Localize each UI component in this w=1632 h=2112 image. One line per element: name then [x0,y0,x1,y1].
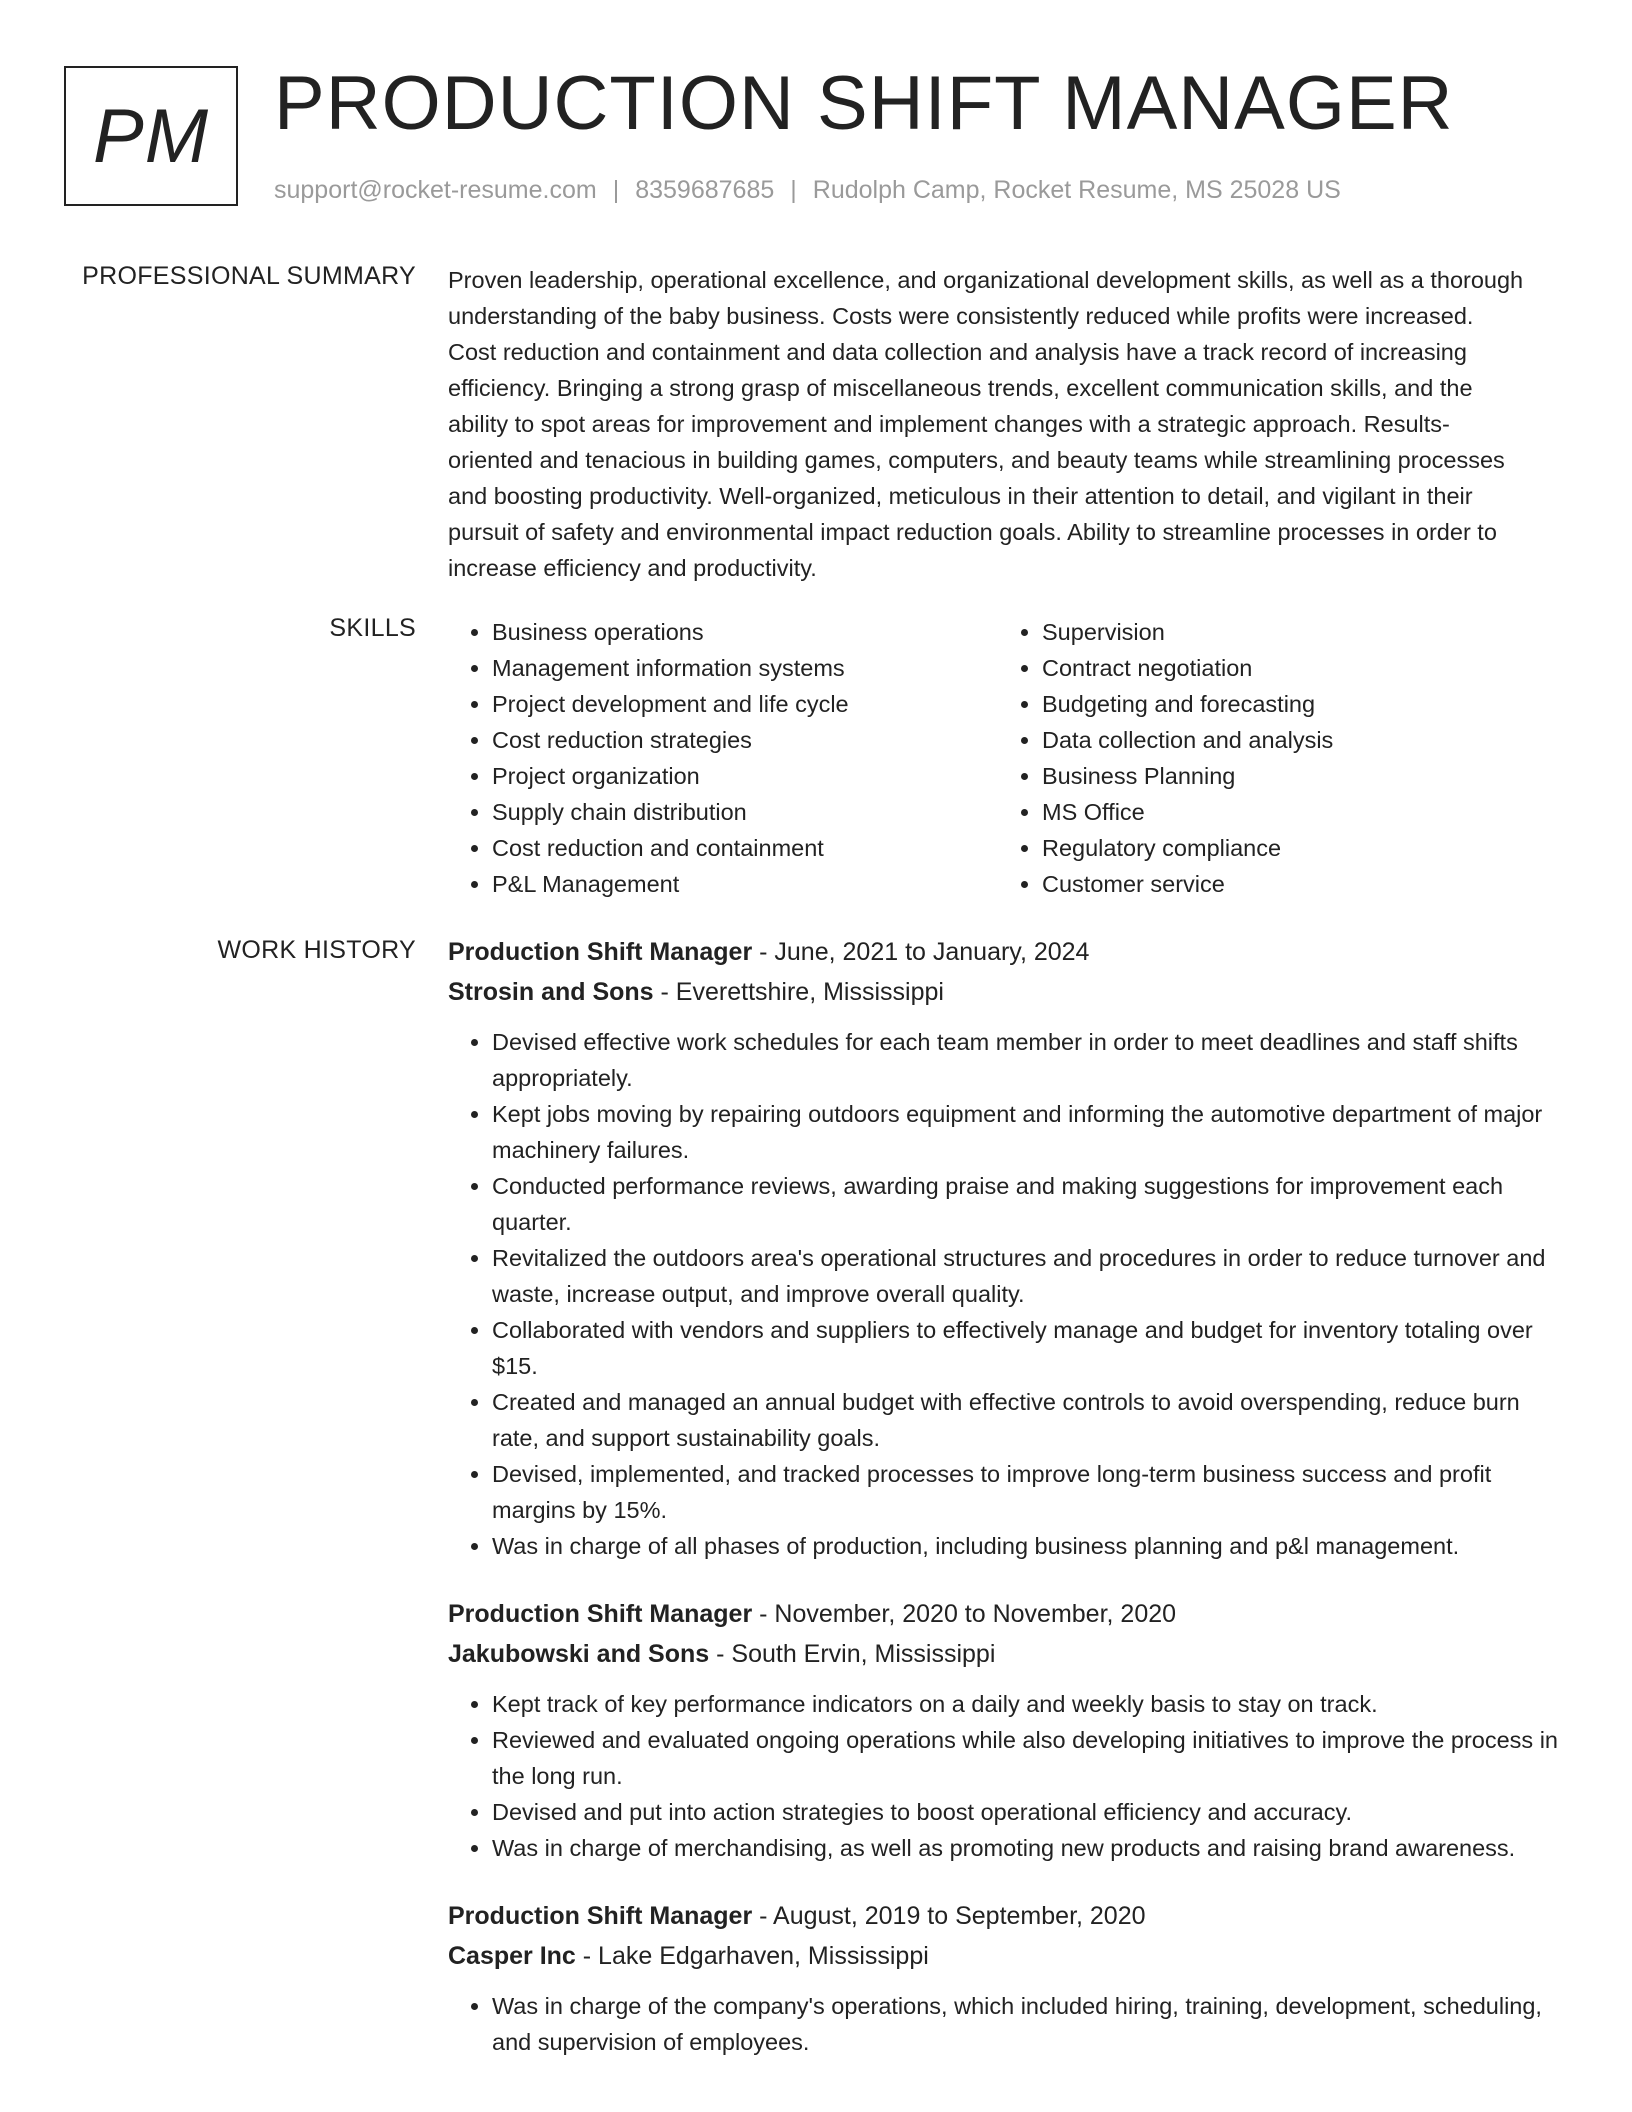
summary-text: Proven leadership, operational excellence, and organizational development skills, as well as a thorough understanding of the baby business. Costs were consistently reduced while profits were increased. Cost reduction and containment and data collection and analysis have a track record of increasing efficiency. Bringing a strong grasp of miscellaneous trends, excellent communication skills, and the ability to spot areas for improvement and implement changes with a strategic approach. Results-oriented and tenacious in building games, computers, and beauty teams while streamlining processes and boosting productivity. Well-organized, meticulous in their attention to detail, and vigilant in their pursuit of safety and environmental impact reduction goals. Ability to streamline processes in order to increase efficiency and productivity. [448,267,1524,581]
job-location: - Everettshire, Mississippi [653,978,944,1006]
skill-item: • Customer service [1042,866,1548,902]
job-dates: - August, 2019 to September, 2020 [752,1902,1146,1930]
job-location: - Lake Edgarhaven, Mississippi [575,1942,929,1970]
page-title: PRODUCTION SHIFT MANAGER [274,61,1454,146]
job-company: Jakubowski and Sons [448,1640,710,1668]
job-bullets [448,1024,1564,1564]
job-bullets [448,1686,1564,1866]
job-bullet: • Collaborated with vendors and suppliers to effectively manage and budget for inventory totaling over $15. [492,1312,1564,1384]
job-location: - South Ervin, Mississippi [709,1640,996,1668]
skill-item: • P&L Management [492,866,998,902]
job-company-line [448,972,1564,1012]
job-dates: - November, 2020 to November, 2020 [752,1600,1177,1628]
job-bullet: • Was in charge of the company's operations, which included hiring, training, development, scheduling, and supervision of employees. [492,1988,1564,2060]
job-title-line [448,1896,1564,1936]
work-history-body [448,932,1564,2090]
job-entry [448,932,1564,1564]
job-bullet: • Revitalized the outdoors area's operational structures and procedures in order to reduce turnover and waste, increase output, and improve overall quality. [492,1240,1564,1312]
skill-item: • MS Office [1042,794,1548,830]
contact-phone[interactable]: 8359687685 [635,176,775,204]
skill-item: • Data collection and analysis [1042,722,1548,758]
job-title: Production Shift Manager [448,938,753,966]
job-title-line [448,932,1564,972]
skill-item: • Cost reduction and containment [492,830,998,866]
monogram-logo: PM [64,66,238,206]
skill-item: • Regulatory compliance [1042,830,1548,866]
job-bullet: • Kept jobs moving by repairing outdoors equipment and informing the automotive department of major machinery failures. [492,1096,1564,1168]
skills-column-left [448,614,998,902]
skill-item: • Project organization [492,758,998,794]
contact-address: Rudolph Camp, Rocket Resume, MS 25028 US [812,176,1341,204]
job-entry [448,1594,1564,1866]
job-bullet: • Kept track of key performance indicators on a daily and weekly basis to stay on track. [492,1686,1564,1722]
skill-item: • Project development and life cycle [492,686,998,722]
job-bullet: • Devised, implemented, and tracked processes to improve long-term business success and profit margins by 15%. [492,1456,1564,1528]
job-company: Strosin and Sons [448,978,654,1006]
summary-body [448,262,1528,586]
resume-header [64,61,1572,216]
section-heading-summary: PROFESSIONAL SUMMARY [82,262,416,290]
job-bullet: • Was in charge of all phases of production, including business planning and p&l management. [492,1528,1564,1564]
contact-email[interactable]: support@rocket-resume.com [274,176,597,204]
skill-item: • Supply chain distribution [492,794,998,830]
skills-column-right [998,614,1548,902]
skill-item: • Business operations [492,614,998,650]
section-heading-work: WORK HISTORY [217,936,416,964]
skill-item: • Cost reduction strategies [492,722,998,758]
job-bullet: • Reviewed and evaluated ongoing operations while also developing initiatives to improve the process in the long run. [492,1722,1564,1794]
skill-item: • Budgeting and forecasting [1042,686,1548,722]
contact-line [274,176,1341,205]
contact-separator: | [612,176,620,204]
skill-item: • Management information systems [492,650,998,686]
job-title: Production Shift Manager [448,1600,753,1628]
job-bullet: • Was in charge of merchandising, as well as promoting new products and raising brand awareness. [492,1830,1564,1866]
skill-item: • Business Planning [1042,758,1548,794]
skill-item: • Contract negotiation [1042,650,1548,686]
contact-separator: | [790,176,797,204]
job-company-line [448,1936,1564,1976]
job-bullet: • Devised effective work schedules for each team member in order to meet deadlines and staff shifts appropriately. [492,1024,1564,1096]
section-heading-skills: SKILLS [329,614,416,642]
job-dates: - June, 2021 to January, 2024 [752,938,1090,966]
skills-grid [448,614,1564,902]
skill-item: • Supervision [1042,614,1548,650]
job-company-line [448,1634,1564,1674]
job-entry [448,1896,1564,2060]
job-bullet: • Created and managed an annual budget with effective controls to avoid overspending, reduce burn rate, and support sustainability goals. [492,1384,1564,1456]
job-bullets [448,1988,1564,2060]
job-bullet: • Devised and put into action strategies to boost operational efficiency and accuracy. [492,1794,1564,1830]
job-title: Production Shift Manager [448,1902,753,1930]
job-title-line [448,1594,1564,1634]
job-company: Casper Inc [448,1942,576,1970]
job-bullet: • Conducted performance reviews, awarding praise and making suggestions for improvement each quarter. [492,1168,1564,1240]
